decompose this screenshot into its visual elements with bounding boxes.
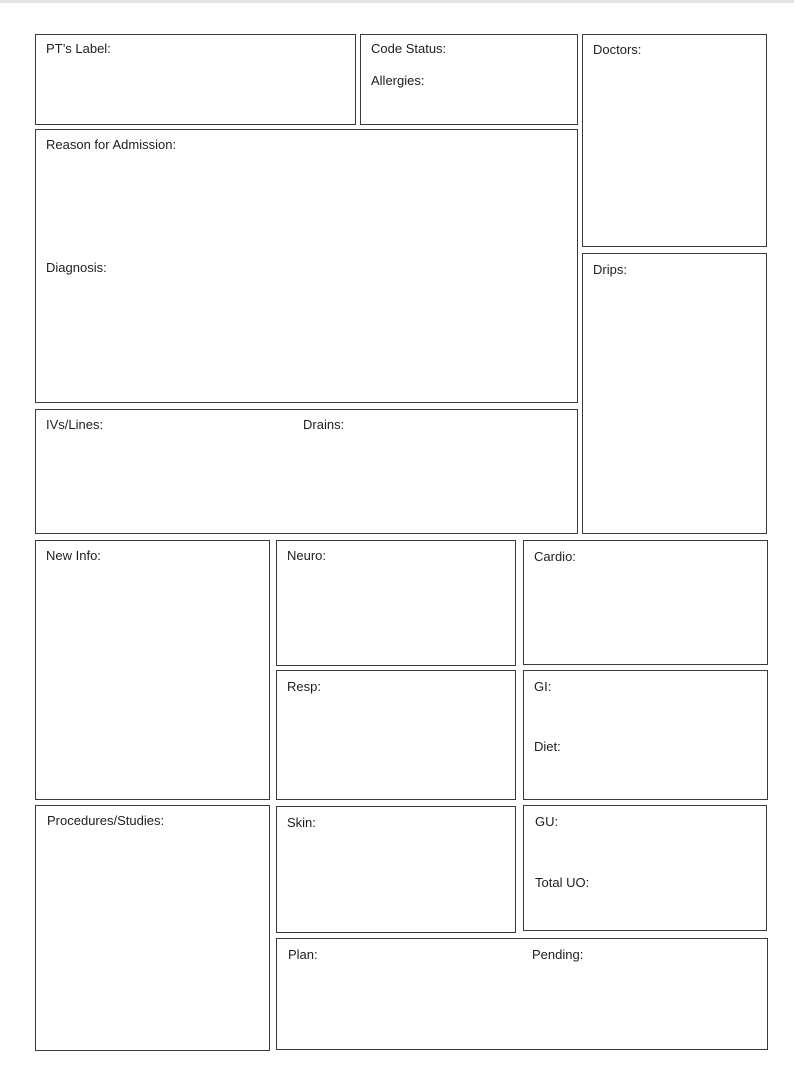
resp-label: Resp: (287, 679, 321, 694)
allergies-label: Allergies: (371, 73, 425, 88)
reason-for-admission-label: Reason for Admission: (46, 137, 177, 152)
drips-label: Drips: (593, 262, 627, 277)
skin-box[interactable] (276, 806, 516, 933)
new-info-box[interactable] (35, 540, 270, 800)
pt-label-label: PT’s Label: (46, 41, 111, 56)
ivs-lines-drains-box[interactable] (35, 409, 578, 534)
drains-label: Drains: (303, 417, 345, 432)
ivs-lines-label: IVs/Lines: (46, 417, 104, 432)
code-status-allergies-box[interactable] (360, 34, 578, 125)
procedures-studies-label: Procedures/Studies: (47, 813, 165, 828)
code-status-label: Code Status: (371, 41, 447, 56)
plan-pending-box[interactable] (276, 938, 768, 1050)
page-top-edge (0, 0, 794, 3)
pending-label: Pending: (532, 947, 584, 962)
diet-label: Diet: (534, 739, 561, 754)
procedures-studies-box[interactable] (35, 805, 270, 1051)
pt-label-box[interactable] (35, 34, 356, 125)
doctors-label: Doctors: (593, 42, 642, 57)
reason-diagnosis-box[interactable] (35, 129, 578, 403)
new-info-label: New Info: (46, 548, 101, 563)
plan-label: Plan: (288, 947, 318, 962)
total-uo-label: Total UO: (535, 875, 590, 890)
cardio-box[interactable] (523, 540, 768, 665)
diagnosis-label: Diagnosis: (46, 260, 107, 275)
gu-total-uo-box[interactable] (523, 805, 767, 931)
gi-label: GI: (534, 679, 552, 694)
skin-label: Skin: (287, 815, 316, 830)
neuro-label: Neuro: (287, 548, 327, 563)
drips-box[interactable] (582, 253, 767, 534)
cardio-label: Cardio: (534, 549, 576, 564)
neuro-box[interactable] (276, 540, 516, 666)
gi-diet-box[interactable] (523, 670, 768, 800)
resp-box[interactable] (276, 670, 516, 800)
gu-label: GU: (535, 814, 559, 829)
doctors-box[interactable] (582, 34, 767, 247)
